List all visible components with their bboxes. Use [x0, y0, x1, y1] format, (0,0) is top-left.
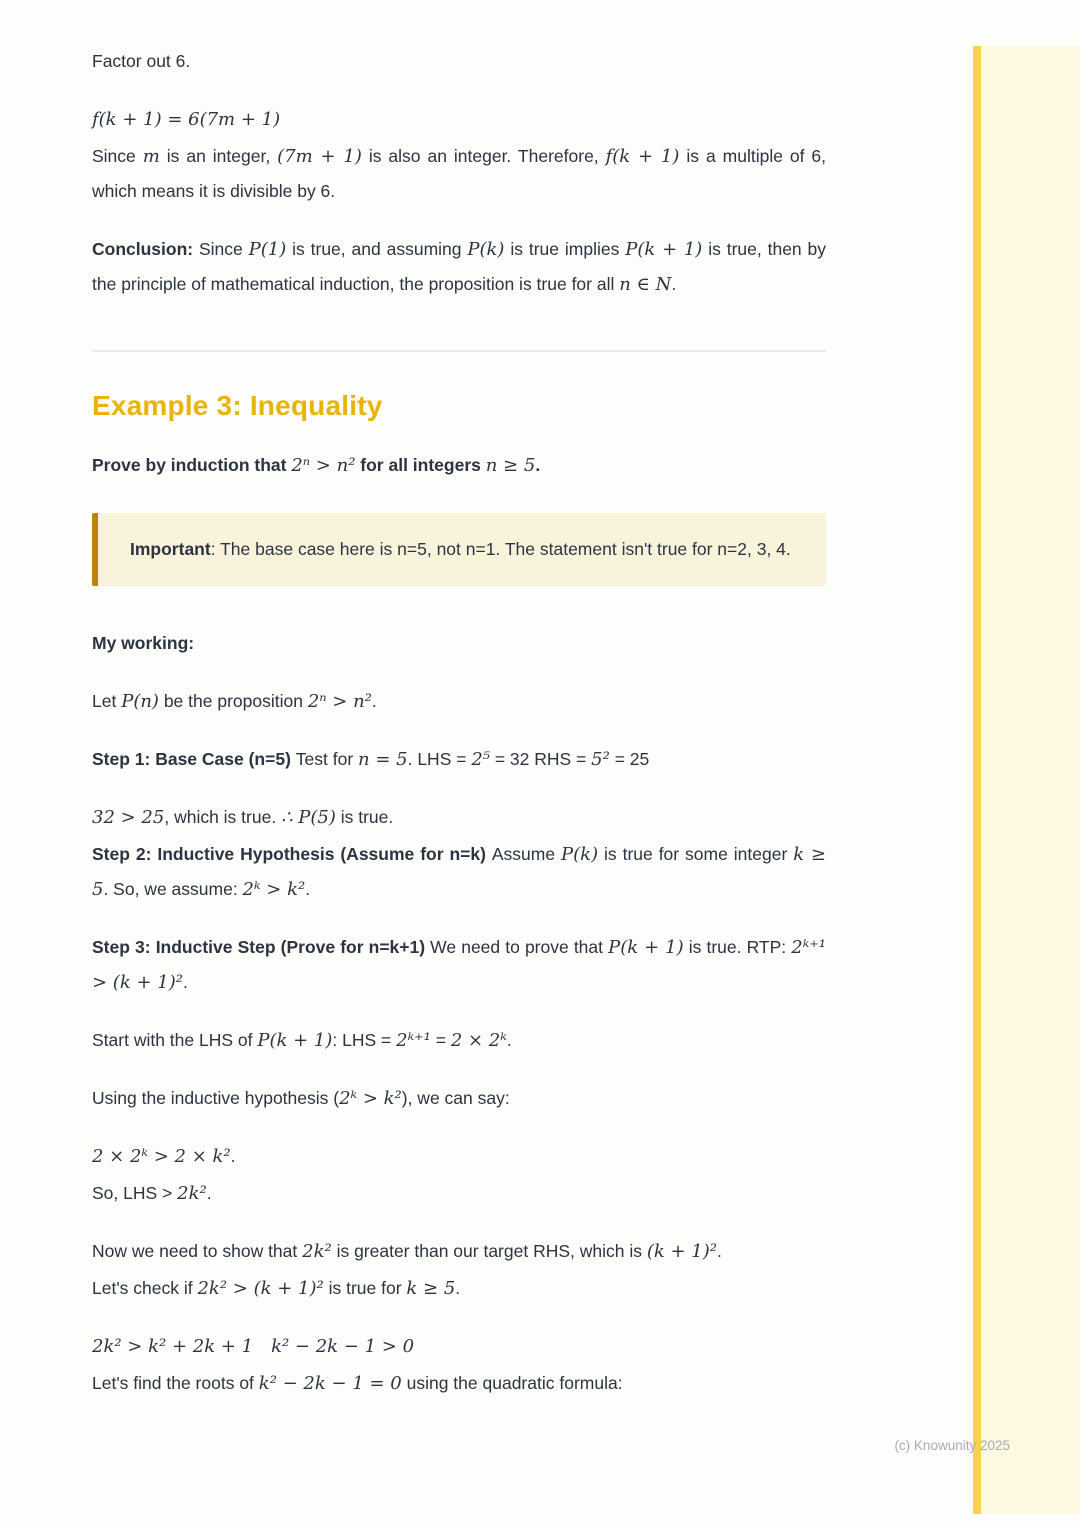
- text-segment: Prove by induction that: [92, 455, 292, 475]
- paragraph: [92, 742, 826, 777]
- math-inline: P(k): [467, 239, 505, 260]
- text-segment: Step 3: Inductive Step (Prove for n=k+1): [92, 937, 431, 957]
- math-inline: 2ᵏ⁺¹: [396, 1030, 431, 1051]
- math-inline: P(1): [248, 239, 287, 260]
- text-segment: Using the inductive hypothesis (: [92, 1088, 340, 1108]
- math-inline: k ≥ 5: [406, 1278, 456, 1299]
- paragraph: [92, 1139, 826, 1174]
- text-segment: .: [371, 691, 377, 711]
- math-inline: 2 × 2ᵏ > 2 × k²: [92, 1146, 231, 1167]
- math-inline: 2 × 2ᵏ: [450, 1030, 507, 1051]
- paragraph: [92, 1366, 826, 1401]
- math-inline: 2ᵏ⁺¹ > (k + 1)²: [92, 937, 826, 993]
- text-segment: is true.: [335, 807, 394, 827]
- text-segment: . So, we assume:: [103, 879, 243, 899]
- text-segment: Let: [92, 691, 122, 711]
- text-segment: .: [455, 1278, 461, 1298]
- math-inline: 32 > 25: [92, 807, 165, 828]
- text-segment: Since: [198, 239, 249, 259]
- text-segment: .: [535, 455, 541, 475]
- section-divider: [92, 350, 826, 352]
- math-inline: n ≥ 5: [485, 455, 536, 476]
- paragraph: [92, 139, 826, 209]
- math-inline: 2k² > (k + 1)²: [197, 1278, 324, 1299]
- paragraph: [92, 1023, 826, 1058]
- math-inline: f(k + 1) = 6(7m + 1): [92, 109, 281, 130]
- callout-box: [92, 513, 826, 586]
- section-heading: Example 3: Inequality: [92, 390, 383, 421]
- math-inline: 5²: [591, 749, 610, 770]
- text-segment: Conclusion:: [92, 239, 199, 259]
- text-segment: is true for some integer: [598, 844, 794, 864]
- text-segment: We need to prove that: [430, 937, 609, 957]
- text-segment: Step 2: Inductive Hypothesis (Assume for n=k): [92, 844, 492, 864]
- text-segment: .: [717, 1241, 722, 1261]
- paragraph: [92, 1234, 826, 1269]
- content-column: [92, 44, 826, 1424]
- paragraph: [92, 1176, 826, 1211]
- math-inline: 2k²: [177, 1183, 207, 1204]
- paragraph: [92, 626, 826, 661]
- text-segment: Let's find the roots of: [92, 1373, 259, 1393]
- text-segment: .: [230, 1146, 236, 1166]
- page-edge-bar: [973, 46, 981, 1514]
- text-segment: Test for: [295, 749, 359, 769]
- math-inline: 2k²: [302, 1241, 332, 1262]
- paragraph: [92, 1271, 826, 1306]
- page-edge-panel: [981, 46, 1080, 1514]
- text-segment: be the proposition: [158, 691, 308, 711]
- text-segment: is an integer,: [159, 146, 278, 166]
- text-segment: is true for: [323, 1278, 407, 1298]
- text-segment: is true. RTP:: [683, 937, 792, 957]
- math-inline: n ∈ N: [619, 274, 672, 295]
- text-segment: is greater than our target RHS, which is: [331, 1241, 647, 1261]
- paragraph: [92, 684, 826, 719]
- math-inline: 2k² > k² + 2k + 1 k² − 2k − 1 > 0: [92, 1336, 415, 1357]
- text-segment: Step 1: Base Case (n=5): [92, 749, 296, 769]
- text-segment: My working:: [92, 633, 195, 653]
- text-segment: for all integers: [355, 455, 486, 475]
- math-line: [92, 1329, 826, 1364]
- text-segment: Let's check if: [92, 1278, 198, 1298]
- text-segment: Start with the LHS of: [92, 1030, 258, 1050]
- text-segment: : The base case here is n=5, not n=1. The statement isn't true for n=2, 3, 4.: [210, 539, 791, 559]
- math-inline: 2⁵: [471, 749, 490, 770]
- footer-credit: (c) Knowunity 2025: [894, 1438, 1010, 1453]
- paragraph: [92, 232, 826, 302]
- math-inline: (7m + 1): [277, 146, 362, 167]
- text-segment: = 25: [609, 749, 650, 769]
- math-inline: 2ⁿ > n²: [291, 455, 356, 476]
- paragraph: [92, 448, 826, 483]
- math-inline: 2ⁿ > n²: [307, 691, 372, 712]
- math-inline: P(k + 1): [608, 937, 684, 958]
- text-segment: Now we need to show that: [92, 1241, 303, 1261]
- text-segment: = 32 RHS =: [489, 749, 592, 769]
- text-segment: is true, then by the principle of mathematical induction, the proposition is true for all: [92, 239, 827, 294]
- text-segment: Important: [130, 539, 211, 559]
- text-segment: =: [430, 1030, 451, 1050]
- text-segment: . LHS =: [407, 749, 472, 769]
- paragraph: [92, 930, 826, 1000]
- text-segment: is true implies: [504, 239, 626, 259]
- math-inline: (k + 1)²: [646, 1241, 717, 1262]
- math-inline: 2ᵏ > k²: [242, 879, 306, 900]
- math-line: [92, 102, 826, 137]
- text-segment: .: [206, 1183, 212, 1203]
- paragraph: [92, 800, 826, 835]
- math-inline: P(n): [121, 691, 159, 712]
- text-segment: is a multiple of 6, which means it is divisible by 6.: [92, 146, 827, 201]
- paragraph: [92, 44, 826, 79]
- text-segment: is also an integer. Therefore,: [361, 146, 606, 166]
- math-inline: P(k + 1): [625, 239, 703, 260]
- math-inline: 2ᵏ > k²: [339, 1088, 402, 1109]
- text-segment: is true, and assuming: [286, 239, 468, 259]
- text-segment: ), we can say:: [401, 1088, 510, 1108]
- text-segment: Factor out 6.: [92, 51, 191, 71]
- paragraph: [92, 837, 826, 907]
- text-segment: .: [182, 972, 188, 992]
- text-segment: .: [506, 1030, 512, 1050]
- text-segment: : LHS =: [332, 1030, 397, 1050]
- math-inline: P(k): [561, 844, 599, 865]
- math-inline: k ≥ 5: [92, 844, 826, 900]
- text-segment: Since: [92, 146, 143, 166]
- math-inline: P(k + 1): [257, 1030, 333, 1051]
- text-segment: .: [671, 274, 677, 294]
- math-inline: k² − 2k − 1 = 0: [258, 1373, 402, 1394]
- math-inline: n = 5: [358, 749, 408, 770]
- math-inline: f(k + 1): [605, 146, 680, 167]
- math-inline: m: [142, 146, 160, 167]
- text-segment: Assume: [491, 844, 562, 864]
- text-segment: , which is true.: [164, 807, 282, 827]
- text-segment: using the quadratic formula:: [401, 1373, 623, 1393]
- text-segment: .: [305, 879, 311, 899]
- paragraph: [92, 1081, 826, 1116]
- text-segment: So, LHS >: [92, 1183, 178, 1203]
- math-inline: ∴ P(5): [281, 807, 336, 828]
